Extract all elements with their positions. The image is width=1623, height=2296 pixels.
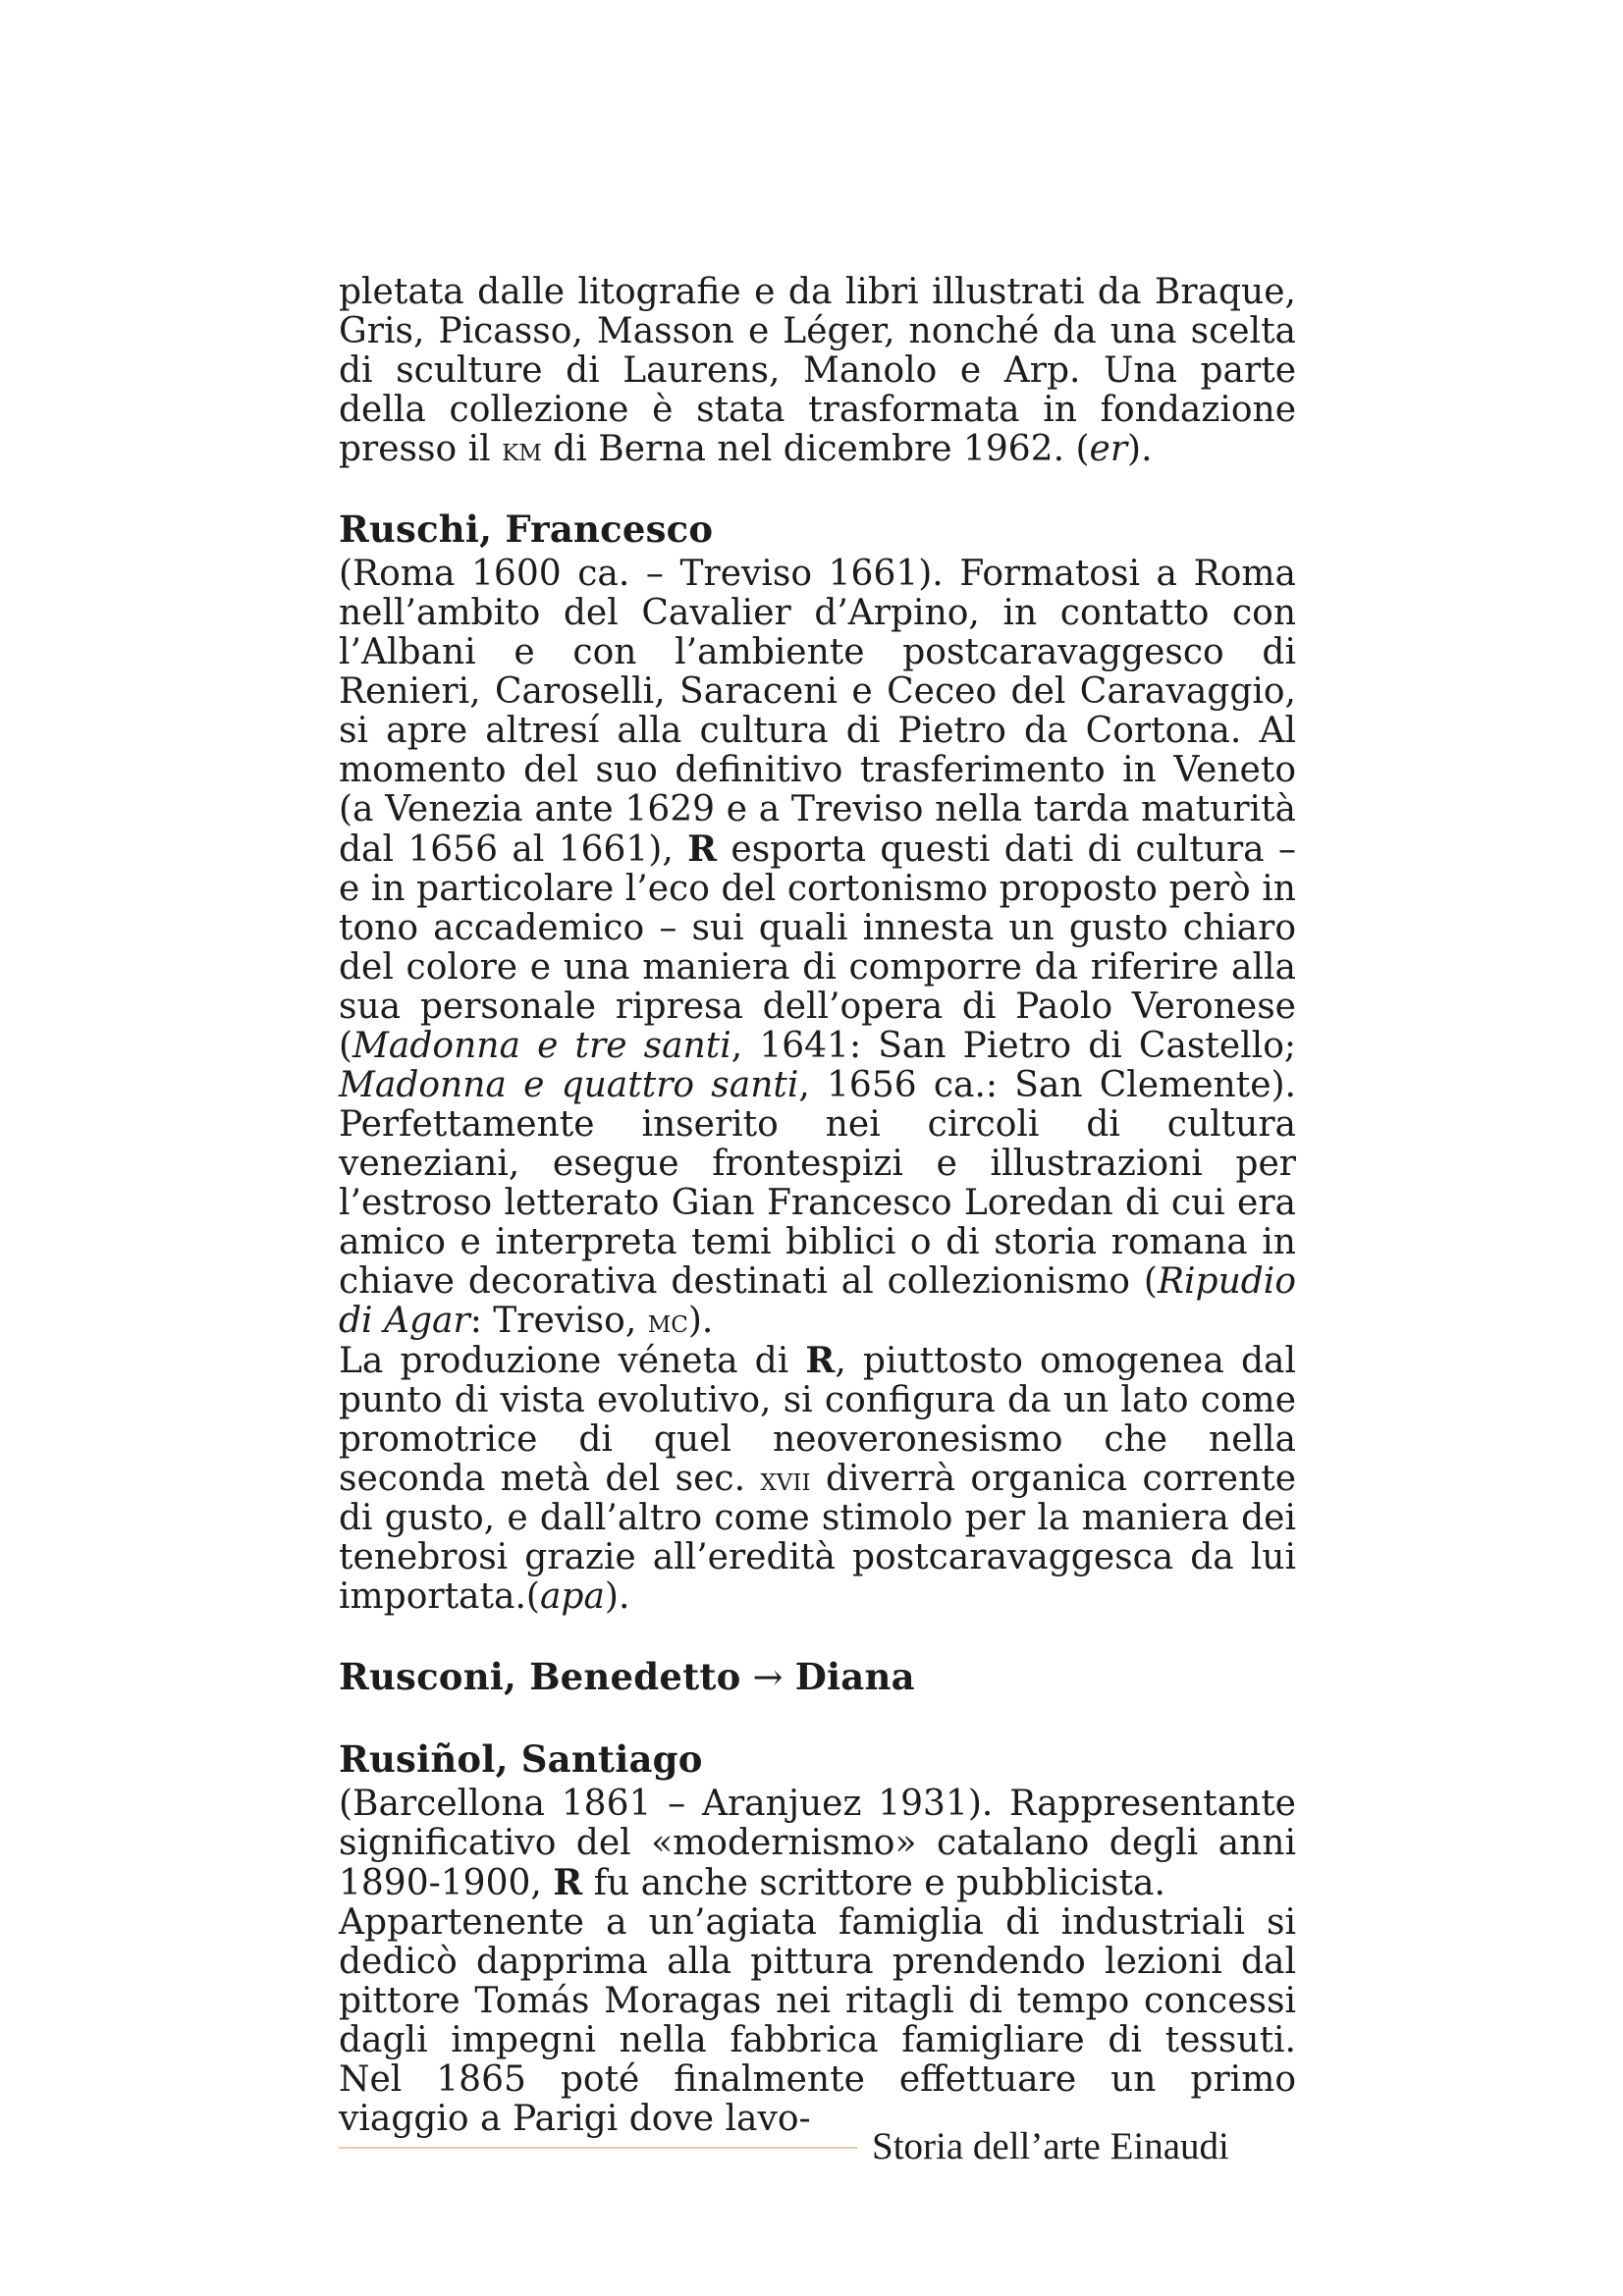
- subject-initial: R: [553, 1862, 583, 1903]
- intro-end: ).: [1127, 429, 1153, 469]
- artwork-title: Madonna e tre santi: [352, 1026, 731, 1066]
- rusinol-paragraph-2: Appartenente a un’agiata famiglia di industriali si dedicò dapprima alla pittura prendendo lezioni dal pittore Tomás Moragas nei ritagli di tempo concessi dagli impegni nella fabbrica famigliare di tessuti. Nel 1865 poté finalmente effettuare un primo viaggio a Parigi dove lavo-: [339, 1902, 1296, 2139]
- ruschi-paragraph-2: [339, 1341, 1296, 1617]
- intro-text-continued: di Berna nel dicembre 1962. (: [541, 429, 1090, 469]
- artwork-title: Madonna e quattro santi: [339, 1065, 799, 1105]
- intro-paragraph: [339, 273, 1296, 469]
- ruschi-text: (Roma 1600 ca. – Treviso 1661). Formatosi a Roma nell’ambito del Cavalier d’Arpino, in contatto con l’Albani e con l’ambiente postcaravaggesco di Renieri, Caroselli, Saraceni e Ceceo del Caravaggio, si apre altresí alla cultura di Pietro da Cortona. Al momento del suo definitivo trasferimento in Veneto (a Venezia ante 1629 e a Treviso nella tarda maturità dal 1656 al 1661),: [339, 554, 1296, 870]
- artwork-title: Ripudio di Agar: [339, 1261, 1296, 1341]
- ruschi-text: : Treviso,: [469, 1301, 648, 1341]
- ruschi-text: diverrà organica corrente di gusto, e dall’altro come stimolo per la maniera dei tenebrosi grazie all’eredità postcaravaggesca da lui importata.(: [339, 1459, 1296, 1617]
- museum-abbreviation: km: [502, 430, 542, 468]
- rusinol-text: (Barcellona 1861 – Aranjuez 1931). Rappresentante significativo del «modernismo» catalano degli anni 1890-1900,: [339, 1784, 1296, 1903]
- subject-initial: R: [805, 1340, 836, 1381]
- entry-heading-rusinol: Rusiñol, Santiago: [339, 1737, 703, 1781]
- ruschi-text: La produzione véneta di: [339, 1341, 806, 1381]
- entry-heading-ruschi: Ruschi, Francesco: [339, 507, 714, 551]
- entry-heading-rusconi: [339, 1655, 1296, 1699]
- subject-initial: R: [687, 828, 718, 870]
- cross-reference-target: Diana: [794, 1655, 915, 1698]
- author-initials: er: [1089, 429, 1128, 469]
- museum-abbreviation: mc: [647, 1302, 688, 1340]
- text-column: [339, 273, 1296, 2139]
- ruschi-paragraph-1: [339, 555, 1296, 1341]
- ruschi-text: , 1641: San Pietro di Castello;: [730, 1026, 1296, 1066]
- rusinol-paragraph-1: [339, 1785, 1296, 1903]
- footer-title: Storia dell’arte Einaudi: [872, 2125, 1229, 2167]
- ruschi-text: esporta questi dati di cultura – e in particolare l’eco del cortonismo proposto però in tono accademico – sui quali innesta un gusto chiaro del colore e una maniera di comporre da riferire alla sua personale ripresa dell’opera di Paolo Veronese (: [339, 829, 1296, 1066]
- rusinol-text: fu anche scrittore e pubblicista.: [582, 1863, 1165, 1903]
- cross-reference-arrow-icon: →: [752, 1656, 784, 1698]
- ruschi-text: , piuttosto omogenea dal punto di vista evolutivo, si configura da un lato come promotrice di quel neoveronesismo che nella seconda metà del sec.: [339, 1341, 1296, 1499]
- footer-rule: [339, 2147, 857, 2149]
- rusconi-name: Rusconi, Benedetto: [339, 1655, 741, 1698]
- ruschi-text: ).: [687, 1301, 714, 1341]
- ruschi-end: ).: [604, 1576, 630, 1617]
- author-initials: apa: [539, 1576, 605, 1617]
- ruschi-text: , 1656 ca.: San Clemente). Perfettamente inserito nei circoli di cultura veneziani, esegue frontespizi e illustrazioni per l’estroso letterato Gian Francesco Loredan di cui era amico e interpreta temi biblici o di storia romana in chiave decorativa destinati al collezionismo (: [339, 1065, 1297, 1302]
- century-numeral: xvii: [760, 1460, 811, 1498]
- intro-text: pletata dalle litografie e da libri illustrati da Braque, Gris, Picasso, Masson e Léger, nonché da una scelta di sculture di Laurens, Manolo e Arp. Una parte della collezione è stata trasformata in fondazione presso il: [339, 272, 1296, 469]
